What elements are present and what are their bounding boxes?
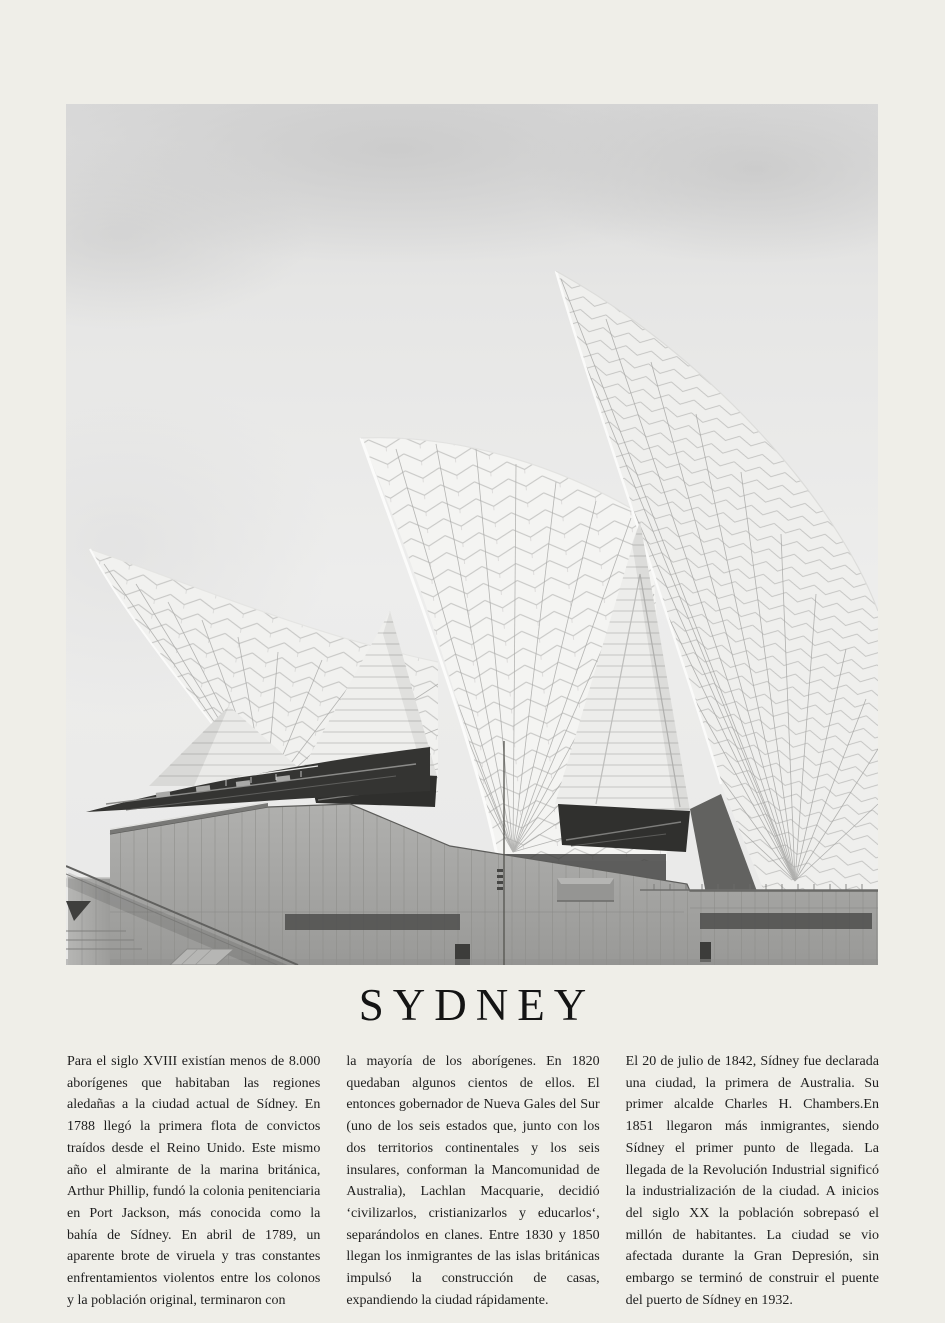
opera-house-photo <box>66 104 878 965</box>
page-title: SYDNEY <box>358 980 596 1030</box>
article-columns <box>67 1051 879 1311</box>
vent-hood <box>557 878 614 901</box>
foyer-glass-right <box>558 804 690 852</box>
article-column-1: Para el siglo XVIII existían menos de 8.000 aborígenes que habitaban las regiones aledañas a la ciudad actual de Sídney. En 1788 llegó la primera flota de convictos traídos desde el Reino Unido. Este mismo año el almirante de la marina británica, Arthur Phillip, fundó la colonia penitenciaria en Port Jackson, más conocida como la bahía de Sídney. En abril de 1789, un aparente brote de viruela y tras constantes enfrentamientos violentos entre los colonos y la población original, terminaron con <box>67 1054 321 1308</box>
article-column-2: la mayoría de los aborígenes. En 1820 quedaban algunos cientos de ellos. El entonces gobernador de Nueva Gales del Sur (uno de los seis estados que, junto con los dos territorios continentales y los seis insulares, conforman la Mancomunidad de Australia), Lachlan Macquarie, decidió ‘civilizarlos, cristianizarlos y educarlos‘, separándolos en clanes. Entre 1830 y 1850 llegan los inmigrantes de las islas británicas impulsó la construcción de casas, expandiendo la ciudad rápidamente. <box>346 1054 600 1308</box>
article-column-3: El 20 de julio de 1842, Sídney fue declarada una ciudad, la primera de Australia. Su primer alcalde Charles H. Chambers.En 1851 llegaron más inmigrantes, siendo Sídney el primer punto de llegada. La llegada de la Revolución Industrial significó la industrialización de la ciudad. A inicios del siglo XX la población sobrepasó el millón de habitantes. La ciudad se vio afectada durante la Gran Depresión, sin embargo se terminó de construir el puente del puerto de Sídney en 1932. <box>625 1054 879 1308</box>
opera-house-illustration <box>66 104 878 965</box>
